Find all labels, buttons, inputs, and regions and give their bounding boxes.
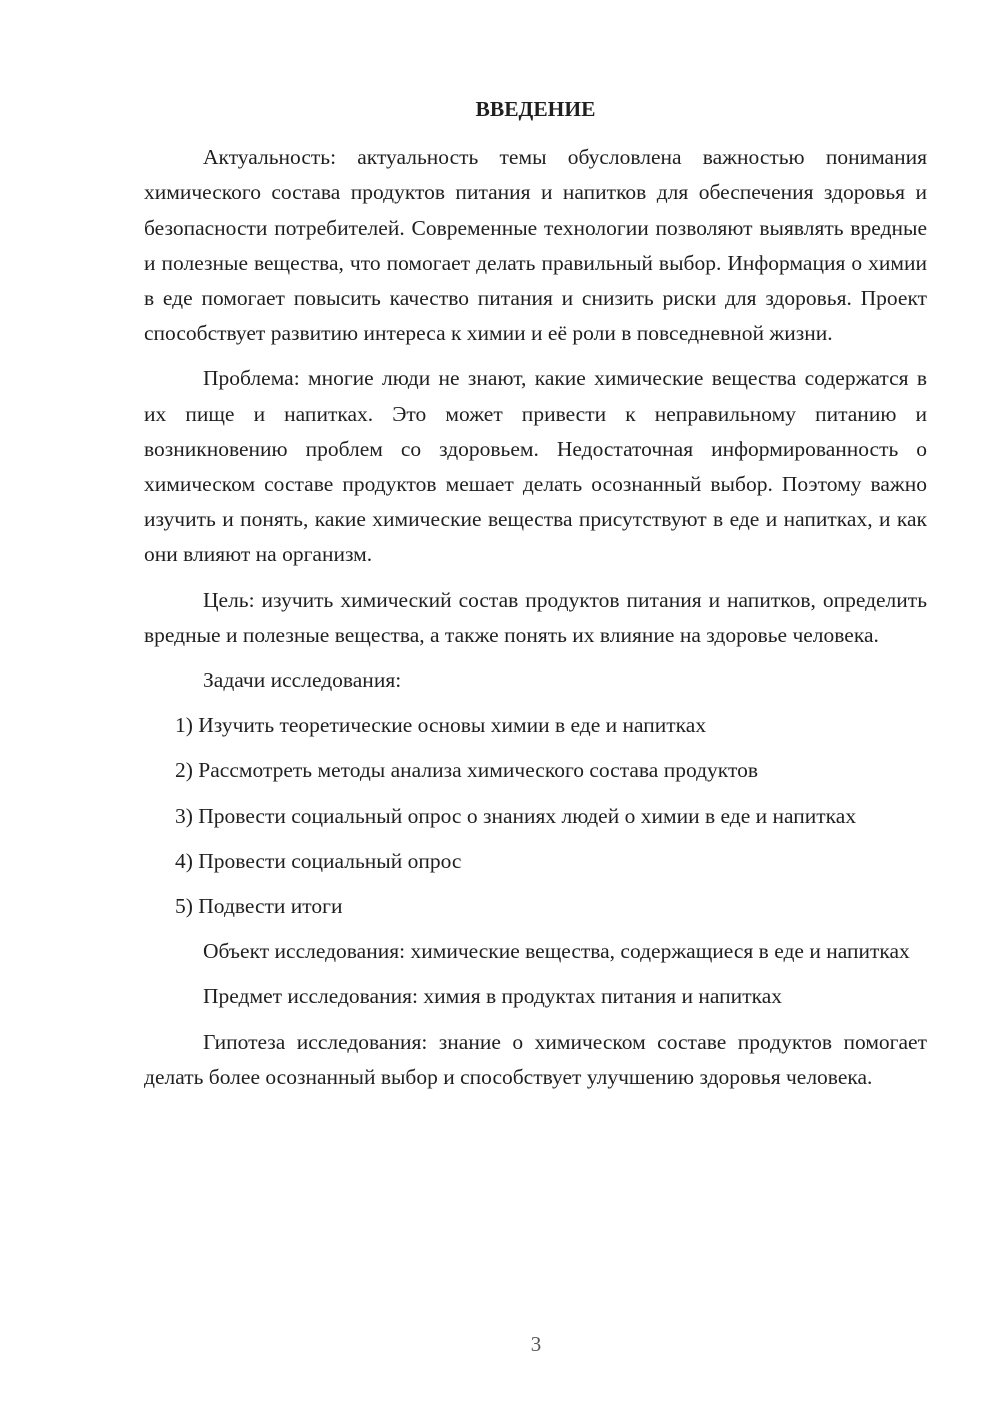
paragraph-relevance: Актуальность: актуальность темы обусловлена важностью понимания химического состава продуктов питания и напитков для обеспечения здоровья и безопасности потребителей. Современные технологии позволяют выявлять вредные и полезные вещества, что помогает делать правильный выбор. Информация о химии в еде помогает повысить качество питания и снизить риски для здоровья. Проект способствует развитию интереса к химии и её роли в повседневной жизни.: [144, 145, 927, 346]
paragraph-subject: Предмет исследования: химия в продуктах питания и напитках: [203, 984, 782, 1009]
list-item: 2) Рассмотреть методы анализа химического состава продуктов: [175, 758, 758, 783]
page-number: 3: [530, 1332, 542, 1356]
list-item: 4) Провести социальный опрос: [175, 848, 462, 873]
paragraph-goal: Цель: изучить химический состав продуктов питания и напитков, определить вредные и полезные вещества, а также понять их влияние на здоровье человека.: [144, 587, 927, 647]
list-item: 3) Провести социальный опрос о знаниях людей о химии в еде и напитках: [175, 803, 857, 828]
page-body: [144, 92, 927, 1105]
list-item: 5) Подвести итоги: [175, 894, 343, 919]
paragraph-tasks-heading: Задачи исследования:: [203, 668, 402, 693]
tasks-list: [144, 708, 927, 924]
paragraph-problem: Проблема: многие люди не знают, какие химические вещества содержатся в их пище и напитках. Это может привести к неправильному питанию и возникновению проблем со здоровьем. Недостаточная информированность о химическом составе продуктов мешает делать осознанный выбор. Поэтому важно изучить и понять, какие химические вещества присутствуют в еде и напитках, и как они влияют на организм.: [144, 366, 927, 567]
section-title: ВВЕДЕНИЕ: [475, 97, 596, 121]
paragraph-hypothesis: Гипотеза исследования: знание о химическом составе продуктов помогает делать более осознанный выбор и способствует улучшению здоровья человека.: [144, 1029, 927, 1089]
paragraph-object: Объект исследования: химические вещества, содержащиеся в еде и напитках: [203, 939, 910, 964]
list-item: 1) Изучить теоретические основы химии в еде и напитках: [175, 713, 707, 738]
